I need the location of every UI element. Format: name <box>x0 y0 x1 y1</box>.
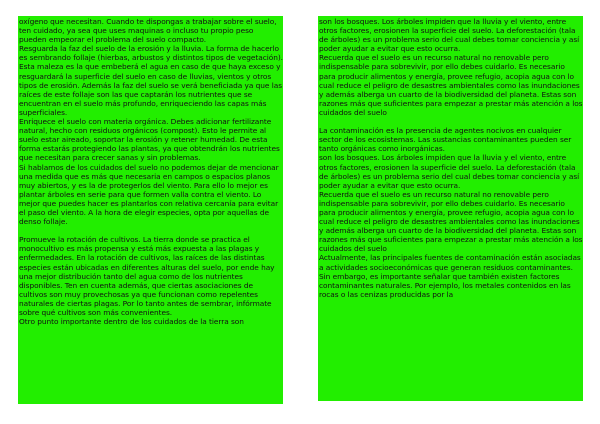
paragraph: oxígeno que necesitan. Cuando te dispongas a trabajar sobre el suelo, ten cuidado, ya sea que uses maquinas o incluso tu propio peso pueden empeorar el problema del suelo compacto. <box>19 17 277 45</box>
paragraph: Enriquece el suelo con materia orgánica. Debes adicionar fertilizante natural, hecho con residuos orgánicos (compost). Esto le permite al suelo estar aireado, soportar la erosión y retener humedad. De esta forma estarás protegiendo las plantas, ya que obtendrán los nutrientes que necesitan para crecer sanas y sin problemas. <box>19 117 280 163</box>
right-text-column <box>318 16 583 401</box>
paragraph: La contaminación es la presencia de agentes nocivos en cualquier sector de los ecosistemas. Las sustancias contaminantes pueden ser tanto orgánicas como inorgánicas. <box>319 126 572 154</box>
paragraph: Otro punto importante dentro de los cuidados de la tierra son <box>19 317 244 327</box>
paragraph: Recuerda que el suelo es un recurso natural no renovable pero indispensable para sobrevivir, por ello debes cuidarlo. Es necesario para producir alimentos y energía, provee refugio, acopia agua con lo cual reduce el peligro de desastres ambientales como las inundaciones y además alberga un cuarto de la biodiversidad del planeta. Estas son razones más que suficientes para empezar a prestar más atención a los cuidados del suelo <box>319 53 583 117</box>
paragraph-gap <box>19 226 283 235</box>
paragraph: son los bosques. Los árboles impiden que la lluvia y el viento, entre otros factores, erosionen la superficie del suelo. La deforestación (tala de árboles) es un problema serio del cual debes tomar conciencia y así poder ayudar a evitar que esto ocurra. <box>319 17 580 54</box>
paragraph-gap <box>319 117 583 126</box>
paragraph: Resguarda la faz del suelo de la erosión y la lluvia. La forma de hacerlo es sembrando follaje (hierbas, arbustos y distintos tipos de vegetación). Esta maleza es la que embeberá el agua en caso de que haya exceso y resguardará la superficie del suelo en caso de lluvias, vientos y otros tipos de erosión. Además la faz del suelo se verá beneficiada ya que las raíces de este follaje son las que captarán los nutrientes que se encuentran en el suelo más profundo, enriqueciendo las capas más superficiales. <box>19 44 283 117</box>
paragraph: Promueve la rotación de cultivos. La tierra donde se practica el monocultivo es más propensa y está más expuesta a las plagas y enfermedades. En la rotación de cultivos, las raíces de las distintas especies están ubicadas en diferentes alturas del suelo, por ende hay una mejor distribución tanto del agua como de los nutrientes disponibles. Ten en cuenta además, que ciertas asociaciones de cultivos son muy provechosas ya que funcionan como repelentes naturales de ciertas plagas. Por lo tanto antes de sembrar, infórmate sobre qué cultivos son más convenientes. <box>19 235 275 317</box>
paragraph: son los bosques. Los árboles impiden que la lluvia y el viento, entre otros factores, erosionen la superficie del suelo. La deforestación (tala de árboles) es un problema serio del cual debes tomar conciencia y así poder ayudar a evitar que esto ocurra. <box>319 153 580 190</box>
left-text-column <box>18 16 283 404</box>
paragraph: Actualmente, las principales fuentes de contaminación están asociadas a actividades socioeconómicas que generan residuos contaminantes. Sin embargo, es importante señalar que también existen factores contaminantes naturales. Por ejemplo, los metales contenidos en las rocas o las cenizas producidas por la <box>319 253 581 299</box>
paragraph: Si hablamos de los cuidados del suelo no podemos dejar de mencionar una medida que es más que necesaria en campos o espacios planos muy abiertos, y es la de protegerlos del viento. Para ello lo mejor es plantar árboles en serie para que formen valla contra el viento. Lo mejor que puedes hacer es plantarlos con relativa cercanía para evitar el paso del viento. A la hora de elegir especies, opta por aquellas de denso follaje. <box>19 162 279 227</box>
paragraph: Recuerda que el suelo es un recurso natural no renovable pero indispensable para sobrevivir, por ello debes cuidarlo. Es necesario para producir alimentos y energía, provee refugio, acopia agua con lo cual reduce el peligro de desastres ambientales como las inundaciones y además alberga un cuarto de la biodiversidad del planeta. Estas son razones más que suficientes para empezar a prestar más atención a los cuidados del suelo <box>319 189 583 254</box>
